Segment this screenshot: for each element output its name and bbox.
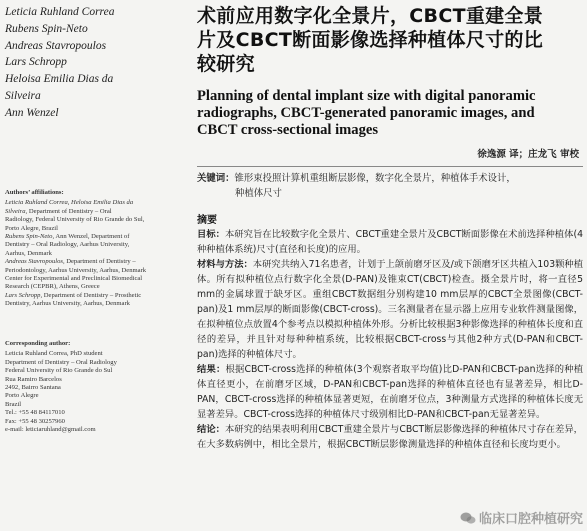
- abstract-label: 结论：: [197, 423, 226, 435]
- correspondence-heading: Corresponding author:: [5, 340, 71, 347]
- author-list: [5, 4, 190, 122]
- chinese-title-line: 较研究: [197, 53, 255, 75]
- keywords-label: 关键词：: [197, 172, 235, 184]
- english-title: [197, 88, 583, 140]
- affiliations: [5, 189, 185, 309]
- chinese-title: [197, 4, 583, 76]
- correspondence-line: Leticia Ruhland Correa, PhD student: [5, 350, 103, 358]
- abstract-methods: [197, 257, 583, 362]
- author-name: Lars Schropp: [5, 56, 67, 69]
- left-column: [5, 4, 190, 434]
- correspondence-line: Department of Dentistry – Oral Radiology: [5, 358, 117, 366]
- affiliation-line: Periodontology, Aarhus University, Aarhus, Denmark: [5, 266, 147, 274]
- correspondence-line: Brazil: [5, 400, 22, 408]
- keywords: [197, 171, 583, 201]
- affiliation-line: Andreas Stavropoulos, Department of Dentistry –: [5, 258, 136, 266]
- abstract-results: [197, 362, 583, 422]
- watermark-text: 临床口腔种植研究: [478, 512, 583, 527]
- chinese-title-line: 术前应用数字化全景片，CBCT重建全景: [197, 5, 544, 27]
- affiliation-line: Silveira, Department of Dentistry – Oral: [5, 207, 112, 215]
- affiliation-line: Dentistry, Aarhus University, Aarhus, Denmark: [5, 300, 130, 308]
- author-name: Silveira: [5, 89, 41, 102]
- affiliation-line: Center for Experimental and Preclinical Biomedical: [5, 275, 143, 283]
- abstract-label: 目标：: [197, 228, 225, 240]
- abstract-objective: [197, 227, 583, 257]
- affiliation-line: Rubens Spin-Neto, Ann Wenzel, Department of: [5, 233, 130, 241]
- author-name: Andreas Stavropoulos: [5, 39, 107, 52]
- correspondence-line: Fax: +55 48 30257960: [5, 417, 65, 425]
- abstract-text: 根据CBCT-cross选择的种植体(3个观察者取平均值)比D-PAN和CBCT-pan选择的种植体直径更小，在前磨牙区域，D-PAN和CBCT-pan选择的种植体直径也有显著差异，相比D-PAN，CBCT-cross选择的种植体显著更短，在前磨牙位点，3种测量方式选择的种植体长度无显著差异。CBCT-cross选择的种植体尺寸级别相比D-PAN和CBCT-pan无显著差异。: [197, 363, 583, 420]
- watermark: [460, 508, 583, 527]
- abstract-title: 摘要: [197, 214, 217, 226]
- keywords-text: 种植体尺寸: [235, 187, 282, 199]
- correspondence-line: Tel.: +55 48 84117010: [5, 409, 65, 417]
- correspondence-line: Federal University of Rio Grande do Sul: [5, 367, 113, 375]
- affiliation-line: Radiology, Federal University of Rio Grande do Sul,: [5, 216, 145, 224]
- affiliations-heading: Authors’ affiliations:: [5, 189, 64, 196]
- correspondence-line: 2492, Bairro Santana: [5, 384, 61, 392]
- author-name: Leticia Ruhland Correa: [5, 6, 115, 18]
- affiliation-line: Aarhus, Denmark: [5, 249, 52, 257]
- english-title-line: radiographs, CBCT-generated panoramic images, and: [197, 105, 535, 122]
- correspondence-line: Rua Ramiro Barcelos: [5, 375, 62, 383]
- affiliation-line: Leticia Ruhland Correa, Heloisa Emilia Dias da: [5, 199, 134, 207]
- affiliation-lines: [5, 199, 185, 308]
- translator-credit: 徐逸源 译；庄龙飞 审校: [477, 148, 579, 160]
- correspondence-line: e-mail: leticiaruhland@gmail.com: [5, 426, 96, 434]
- divider: [197, 166, 583, 167]
- english-title-line: CBCT cross-sectional images: [197, 122, 379, 139]
- affiliation-line: Porto Alegre, Brazil: [5, 224, 58, 232]
- wechat-icon: [460, 511, 476, 525]
- correspondence: [5, 340, 185, 434]
- english-title-line: Planning of dental implant size with digital panoramic: [197, 88, 536, 104]
- abstract-text: 本研究的结果表明利用CBCT重建全景片与CBCT断层影像选择的种植体尺寸存在差异，在大多数病例中，相比全景片，根据CBCT断层影像测量选择的种植体直径和长度均更小。: [197, 423, 583, 450]
- correspondence-line: Porto Alegre: [5, 392, 39, 400]
- author-name: Ann Wenzel: [5, 106, 59, 119]
- affiliation-line: Dentistry – Oral Radiology, Aarhus University,: [5, 241, 130, 249]
- right-column: [197, 4, 583, 452]
- correspondence-lines: [5, 350, 185, 434]
- keywords-text: 锥形束投照计算机重组断层影像，数字化全景片，种植体手术设计，: [234, 172, 516, 184]
- affiliation-line: Research (CEPBR), Athens, Greece: [5, 283, 100, 291]
- abstract-conclusion: [197, 422, 583, 452]
- abstract-label: 材料与方法：: [197, 258, 253, 270]
- affiliation-line: Lars Schropp, Department of Dentistry – Prosthetic: [5, 291, 142, 299]
- abstract-body: [197, 227, 583, 452]
- author-name: Heloisa Emilia Dias da: [5, 73, 114, 86]
- abstract-text: 本研究旨在比较数字化全景片、CBCT重建全景片及CBCT断面影像在术前选择种植体(4种种植体系统)尺寸(直径和长度)的应用。: [197, 228, 583, 255]
- author-name: Rubens Spin-Neto: [5, 22, 88, 35]
- abstract-text: 本研究共纳入71名患者，计划于上颌前磨牙区及/或下颌磨牙区共植入103颗种植体。所有拟种植位点行数字化全景(D-PAN)及锥束CT(CBCT)检查。摄全景片时，将一直径5 mm的金属球置于缺牙区。重组CBCT数据组分别构建10 mm层厚的CBCT全景图像(CBCT-pan)及1 mm层厚的断面影像(CBCT-cross)。三名测量者在显示器上应用专业软件测量图像，在拟种植位点放置4个参考点以模拟种植体外形。分析比较根据3种影像选择的种植体长度和直径的差异，并且针对每种种植系统，比较根据CBCT-cross与其他2种方式(D-PAN和CBCT-pan)选择的种植体尺寸。: [197, 258, 584, 360]
- abstract-label: 结果：: [197, 363, 226, 375]
- chinese-title-line: 片及CBCT断面影像选择种植体尺寸的比: [197, 29, 544, 51]
